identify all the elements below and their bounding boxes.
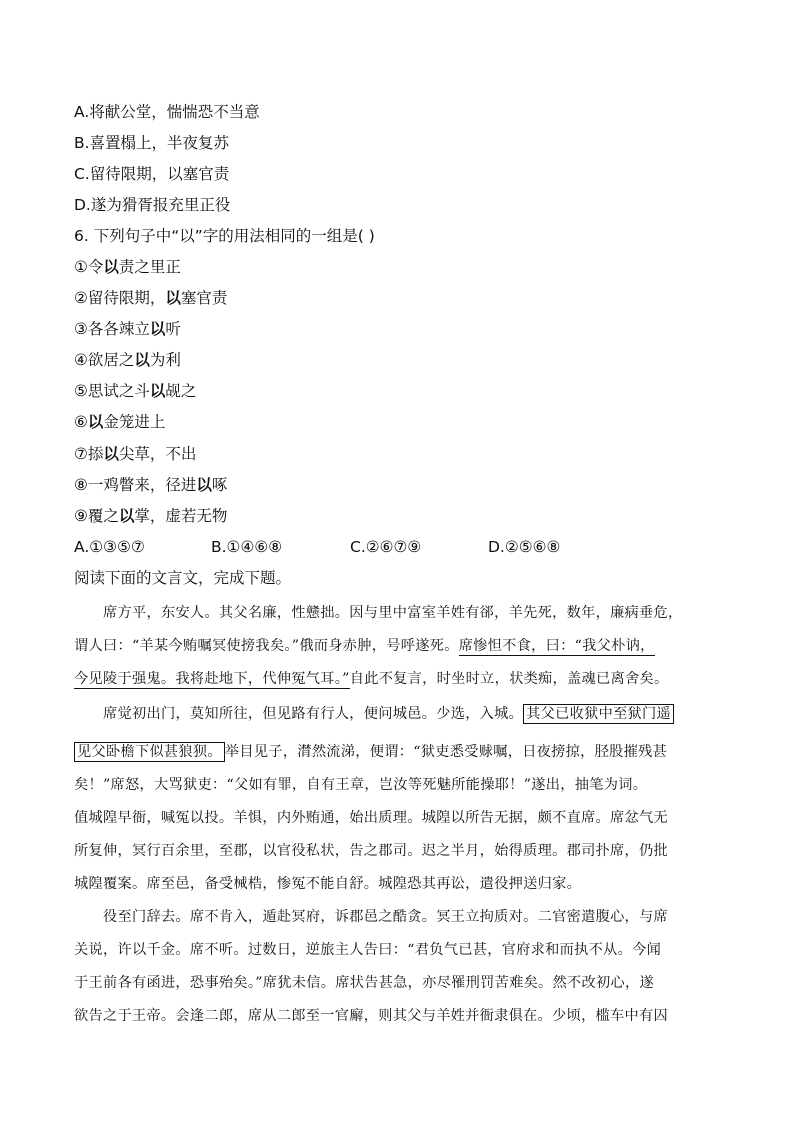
passage-line: 关说，许以千金。席不听。过数日，逆旅主人告曰：“君负气已甚，官府求和而执不从。今闻 <box>74 942 662 958</box>
passage <box>74 602 726 1038</box>
q6-item-5: ⑤思试之斗以觇之 <box>74 382 197 400</box>
q6-item-3: ③各各竦立以听 <box>74 320 181 338</box>
option-d: D.遂为猾胥报充里正役 <box>74 196 231 214</box>
passage-line: 城隍覆案。席至邑，备受械梏，惨冤不能自舒。城隍恐其再讼，遣役押送归家。 <box>74 876 582 892</box>
underlined-sentence: 今见陵于强鬼。我将赴地下，代伸冤气耳。” <box>74 671 350 687</box>
q6-item-6: ⑥以金笼进上 <box>74 413 166 431</box>
boxed-sentence: 其父已收狱中至狱门遥 <box>523 704 674 724</box>
passage-line: 今见陵于强鬼。我将赴地下，代伸冤气耳。”自此不复言，时坐时立，状类痴，盖魂已离舍矣。 <box>74 671 669 687</box>
reading-intro: 阅读下面的文言文，完成下题。 <box>74 569 292 587</box>
q6-choice-b: B.①④⑥⑧ <box>211 538 283 556</box>
passage-line: 谓人曰：“羊某今贿嘱冥使搒我矣。”俄而身赤肿，号呼遂死。席惨怛不食，曰：“我父朴讷， <box>74 638 655 654</box>
boxed-sentence: 见父卧檐下似甚狼狈。 <box>74 742 225 762</box>
q6-item-8: ⑧一鸡瞥来，径进以啄 <box>74 476 228 494</box>
option-a: A.将献公堂，惴惴恐不当意 <box>74 103 260 121</box>
q6-item-1: ①令以责之里正 <box>74 258 181 276</box>
q6-item-4: ④欲居之以为利 <box>74 351 181 369</box>
q6-choice-d: D.②⑤⑥⑧ <box>488 538 561 556</box>
option-b: B.喜置榻上，半夜复苏 <box>74 134 230 152</box>
q6-choices <box>74 537 560 557</box>
option-c: C.留待限期，以塞官责 <box>74 165 230 183</box>
underlined-sentence: 席惨怛不食，曰：“我父朴讷， <box>458 638 655 654</box>
passage-line: 值城隍早衙，喊冤以投。羊惧，内外贿通，始出质理。城隍以所告无据，颇不直席。席忿气无 <box>74 810 668 826</box>
passage-line: 矣！”席怒，大骂狱吏：“父如有罪，自有王章，岂汝等死魅所能操耶！”遂出，抽笔为词。 <box>74 777 648 793</box>
passage-line: 欲告之于王帝。会逢二郎，席从二郎至一官廨，则其父与羊姓并衙隶俱在。少顷，槛车中有囚 <box>74 1008 668 1024</box>
q6-item-7: ⑦掭以尖草，不出 <box>74 445 197 463</box>
passage-line: 于王前各有函进，恐事殆矣。”席犹未信。席状告甚急，亦尽罹刑罚苦难矣。然不改初心，遂 <box>74 975 654 991</box>
passage-line: 役至门辞去。席不肯入，遁赴冥府，诉郡邑之酷贪。冥王立拘质对。二官密遣腹心，与席 <box>103 909 669 925</box>
question-6-stem: 6. 下列句子中“以”字的用法相同的一组是( ) <box>74 227 375 245</box>
q6-item-9: ⑨覆之以掌，虚若无物 <box>74 507 228 525</box>
passage-line: 席觉初出门，莫知所往，但见路有行人，便问城邑。少选，入城。 其父已收狱中至狱门遥 <box>74 703 726 741</box>
passage-line: 见父卧檐下似甚狼狈。 举目见子，潸然流涕，便谓：“狱吏悉受赇嘱，日夜搒掠，胫股摧残甚 <box>74 741 726 774</box>
q6-item-2: ②留待限期，以塞官责 <box>74 289 228 307</box>
passage-line: 席方平，东安人。其父名廉，性戆拙。因与里中富室羊姓有郤，羊先死，数年，廉病垂危， <box>103 605 683 621</box>
passage-line: 所复伸，冥行百余里，至郡，以官役私状，告之郡司。迟之半月，始得质理。郡司扑席，仍批 <box>74 843 668 859</box>
q6-choice-a: A.①③⑤⑦ <box>74 538 145 556</box>
q6-choice-c: C.②⑥⑦⑨ <box>350 538 422 556</box>
